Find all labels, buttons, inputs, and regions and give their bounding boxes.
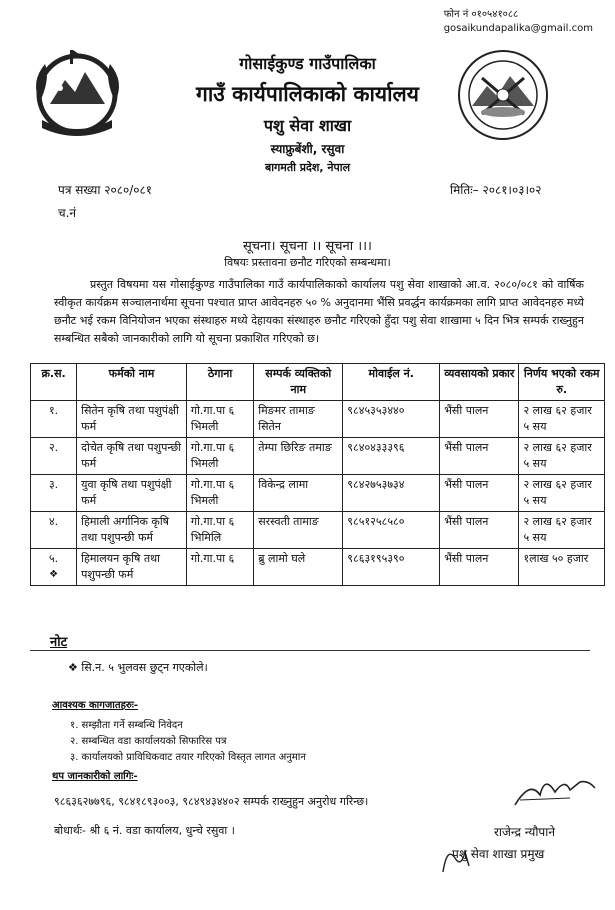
table-row	[31, 401, 605, 438]
header-address: ठेगाना	[186, 364, 253, 401]
header-mobile: मोवाईल नं.	[343, 364, 440, 401]
cell-address: गो.गा.पा ६ भिमली	[186, 401, 253, 438]
cell-address: गो.गा.पा ६	[186, 549, 253, 586]
cell-address: गो.गा.पा ६ भिमली	[186, 475, 253, 512]
dispatch-number: च.नं	[58, 206, 77, 220]
cell-serial: २.	[31, 438, 77, 475]
cell-serial	[31, 549, 77, 586]
signatory-title: पशु सेवा शाखा प्रमुख	[452, 847, 545, 861]
table-row	[31, 475, 605, 512]
table-row	[31, 512, 605, 549]
selected-farms-table	[30, 363, 605, 586]
cell-contact: विकेन्द्र लामा	[254, 475, 343, 512]
note-title: नोट	[50, 635, 68, 650]
reference-number: पत्र सख्या २०८०/०८१	[58, 183, 152, 197]
cell-serial: ४.	[31, 512, 77, 549]
cell-contact: तेम्पा छिरिङ तमाङ	[254, 438, 343, 475]
office-location: स्याफ्रुबेंशी, रसुवा	[270, 142, 345, 156]
cell-type: भैंसी पालन	[440, 549, 519, 586]
phone-number: फोन नं ०१०५४१०८८	[443, 9, 519, 20]
cell-amount: १लाख ५० हजार	[519, 549, 605, 586]
cell-farm-name: सितेन कृषि तथा पशुपंक्षी फर्म	[77, 401, 187, 438]
cell-address: गो.गा.पा ६ भिमली	[186, 438, 253, 475]
contact-numbers: ९८६३६२७७९६, ९८४१८९३००३, ९८४९४३४४०२ सम्पर्क राख्नुहुन अनुरोध गरिन्छ।	[54, 795, 369, 808]
municipality-name: गोसाईकुण्ड गाउँपालिका	[239, 54, 376, 73]
province-name: बागमती प्रदेश, नेपाल	[264, 161, 351, 174]
cell-farm-name: युवा कृषि तथा पशुपंक्षी फर्म	[77, 475, 187, 512]
email-address: gosaikundapalika@gmail.com	[443, 23, 593, 34]
cell-mobile: ९८६३१९५३९०	[343, 549, 440, 586]
serial-number: ५.	[48, 552, 59, 565]
documents-title: आवश्यक कागजातहरुः-	[52, 700, 139, 711]
cell-amount: २ लाख ६२ हजार ५ सय	[519, 401, 605, 438]
cell-type: भैंसी पालन	[440, 475, 519, 512]
cell-mobile: ९८४५३५३४४०	[343, 401, 440, 438]
cell-farm-name: दोचेत कृषि तथा पशुपन्छी फर्म	[77, 438, 187, 475]
list-item: २. सम्बन्धित वडा कार्यालयको सिफारिस पत्र	[70, 736, 227, 747]
cell-amount: २ लाख ६२ हजार ५ सय	[519, 512, 605, 549]
cell-mobile: ९८४२७५३७३४	[343, 475, 440, 512]
header-amount: निर्णय भएको रकम रु.	[519, 364, 605, 401]
cell-amount: २ लाख ६२ हजार ५ सय	[519, 438, 605, 475]
notice-heading: सूचना। सूचना ।। सूचना ।।।	[243, 239, 372, 254]
documents-list	[70, 718, 306, 766]
cell-farm-name: हिमालयन कृषि तथा पशुपन्छी फर्म	[77, 549, 187, 586]
cell-amount: २ लाख ६२ हजार ५ सय	[519, 475, 605, 512]
table-header-row	[31, 364, 605, 401]
cell-mobile: ९८४०४३३३९६	[343, 438, 440, 475]
section-name: पशु सेवा शाखा	[263, 116, 352, 135]
cell-serial: ३.	[31, 475, 77, 512]
cell-contact: मिङमर तामाङ सितेन	[254, 401, 343, 438]
note-bullet-icon: ❖	[68, 661, 78, 674]
more-info-title: थप जानकारीको लागिः-	[52, 771, 138, 782]
signature-icon	[510, 770, 600, 810]
list-item: ३. कार्यालयको प्राविधिकवाट तयार गरिएको विस्तृत लागत अनुमान	[70, 752, 306, 763]
highlight-mark: ❖	[49, 569, 59, 580]
note-text: सि.न. ५ भुलवस छुट्न गएकोले।	[81, 661, 208, 674]
cell-address: गो.गा.पा ६ भिमिलि	[186, 512, 253, 549]
header-farm-name: फर्मको नाम	[77, 364, 187, 401]
subject-line: विषयः प्रस्तावना छनौट गरिएको सम्बन्धमा।	[224, 256, 391, 269]
header-business-type: व्यवसायको प्रकार	[440, 364, 519, 401]
table-row	[31, 549, 605, 586]
copy-to: बोधार्थः- श्री ६ नं. वडा कार्यालय, धुन्चे रसुवा ।	[54, 824, 235, 837]
cell-type: भैंसी पालन	[440, 438, 519, 475]
notice-body: प्रस्तुत विषयमा यस गोसाईकुण्ड गाउँपालिका गाउँ कार्यपालिकाको कार्यालय पशु सेवा शाखाको आ.व. २०८०/०८१ को वार्षिक स्वीकृत कार्यक्रम सञ्चालनार्थमा सूचना पश्चात प्राप्त आवेदनहरु ५० % अनुदानमा भैंसि प्रवर्द्धन कार्यक्रमका लागि प्राप्त आवेदनहरु मध्ये छनौट भई रकम विनियोजन भएका संस्थाहरु मध्ये देहायका संस्थाहरु छनौट गरिएको हुँदा पशु सेवा शाखामा ५ दिन भित्र सम्पर्क राख्नुहुन सम्बन्धित सबैको जानकारीको लागि यो सूचना प्रकाशित गरिएको छ।	[54, 278, 584, 345]
note-item	[68, 660, 208, 675]
cell-farm-name: हिमाली अर्गानिक कृषि तथा पशुपन्छी फर्म	[77, 512, 187, 549]
cell-type: भैंसी पालन	[440, 401, 519, 438]
table-row	[31, 438, 605, 475]
contact-block	[444, 8, 593, 36]
letter-date: मितिः– २०८१।०३।०२	[450, 183, 542, 197]
header-contact-person: सम्पर्क व्यक्तिको नाम	[254, 364, 343, 401]
cell-type: भैंसी पालन	[440, 512, 519, 549]
cell-contact: ब्रु लामो घले	[254, 549, 343, 586]
note-divider	[30, 650, 590, 651]
header-serial: क्र.स.	[31, 364, 77, 401]
cell-contact: सरस्वती तामाङ	[254, 512, 343, 549]
cell-mobile: ९८५१२५८५८०	[343, 512, 440, 549]
cell-serial: १.	[31, 401, 77, 438]
office-name: गाउँ कार्यपालिकाको कार्यालय	[196, 82, 419, 106]
signatory-name: राजेन्द्र न्यौपाने	[494, 825, 556, 839]
list-item: १. सम्झौता गर्ने सम्बन्धि निवेदन	[70, 720, 183, 731]
